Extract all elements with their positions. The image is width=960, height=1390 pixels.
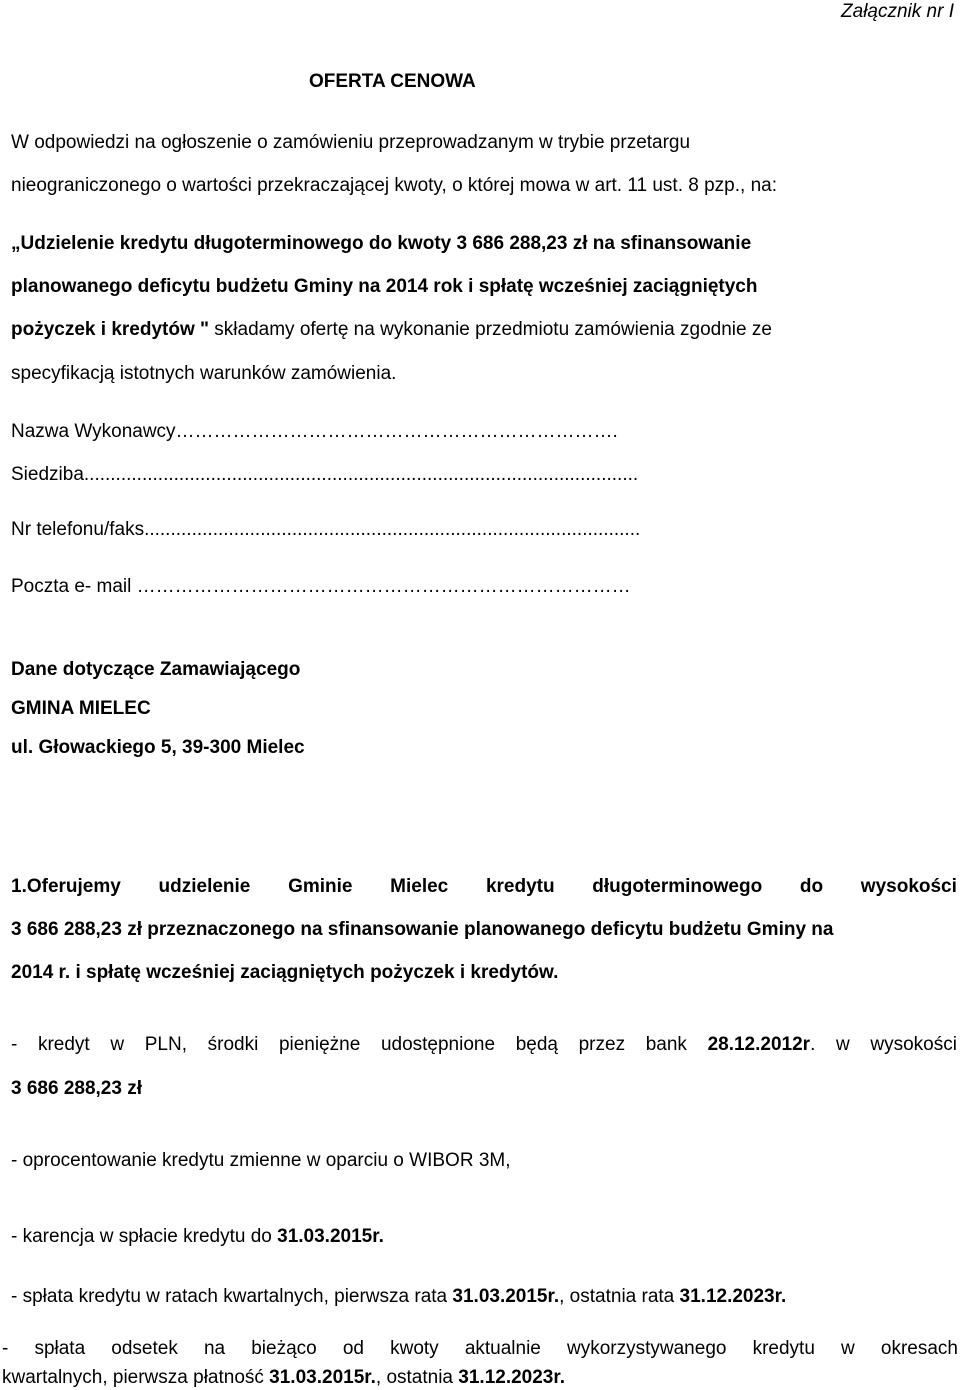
word: na <box>203 1338 226 1359</box>
credit-date <box>708 1033 816 1057</box>
repayment-line <box>11 1285 786 1309</box>
word: udzielenie <box>158 876 251 897</box>
word: Gminie <box>288 876 353 897</box>
subject-line-3-rest: składamy ofertę na wykonanie przedmiotu zamówienia zgodnie ze <box>209 319 772 340</box>
interest-repayment-last-date: 31.12.2023r. <box>458 1367 565 1388</box>
word: - <box>11 1034 18 1055</box>
word: w <box>110 1034 125 1055</box>
subject-line-1: „Udzielenie kredytu długoterminowego do kwoty 3 686 288,23 zł na sfinansowanie <box>11 233 752 254</box>
intro-line-4: specyfikacją istotnych warunków zamówienia. <box>11 363 397 384</box>
credit-line <box>11 1033 957 1057</box>
word: PLN, <box>144 1034 187 1055</box>
word: pieniężne <box>278 1034 361 1055</box>
offer-line-3: 2014 r. i spłatę wcześniej zaciągniętych pożyczek i kredytów. <box>11 962 559 983</box>
word: bieżąco <box>251 1338 317 1359</box>
grace-prefix: - karencja w spłacie kredytu do <box>11 1226 278 1247</box>
word: kredytu <box>752 1338 815 1359</box>
interest-repayment-prefix: kwartalnych, pierwsza płatność <box>2 1367 270 1388</box>
word: będą <box>515 1034 558 1055</box>
word: od <box>342 1338 364 1359</box>
repayment-prefix: - spłata kredytu w ratach kwartalnych, pierwsza rata <box>11 1286 453 1307</box>
repayment-first-date: 31.03.2015r. <box>452 1286 560 1307</box>
word: do <box>799 876 824 897</box>
contractor-phone-field: Nr telefonu/faks.............................................................................................. <box>11 519 641 540</box>
interest-repayment-line-1 <box>2 1337 958 1361</box>
attachment-label: Załącznik nr I <box>841 1 954 22</box>
word: środki <box>207 1034 259 1055</box>
interest-repayment-line-2 <box>2 1366 565 1390</box>
word: wykorzystywanego <box>567 1338 727 1359</box>
repayment-last-date: 31.12.2023r. <box>679 1286 787 1307</box>
subject-line-2: planowanego deficytu budżetu Gminy na 2014 rok i spłatę wcześniej zaciągniętych <box>11 276 758 297</box>
buyer-heading: Dane dotyczące Zamawiającego <box>11 659 301 680</box>
buyer-name: GMINA MIELEC <box>11 698 151 719</box>
interest-repayment-mid: , ostatnia <box>375 1367 459 1388</box>
contractor-seat-field: Siedziba......................................................................................................... <box>11 464 639 485</box>
word: bank <box>645 1034 687 1055</box>
word: aktualnie <box>464 1338 541 1359</box>
word: udostępnione <box>380 1034 496 1055</box>
word: okresach <box>880 1338 958 1359</box>
word: - <box>2 1338 9 1359</box>
word: kredyt <box>37 1034 90 1055</box>
word: odsetek <box>111 1338 178 1359</box>
word: kredytu <box>485 876 555 897</box>
word: 1.Oferujemy <box>11 876 121 897</box>
word: wysokości <box>860 876 957 897</box>
subject-line-3 <box>11 318 772 342</box>
word: spłata <box>34 1338 86 1359</box>
buyer-address: ul. Głowackiego 5, 39-300 Mielec <box>11 737 305 758</box>
word: w <box>835 1034 850 1055</box>
intro-line-2: nieograniczonego o wartości przekraczającej kwoty, o której mowa w art. 11 ust. 8 pzp., na: <box>11 175 777 196</box>
grace-date: 31.03.2015r. <box>277 1226 384 1247</box>
word: . <box>810 1034 816 1055</box>
credit-amount: 3 686 288,23 zł <box>11 1078 142 1099</box>
offer-line-1 <box>11 875 957 899</box>
interest-line: - oprocentowanie kredytu zmienne w oparciu o WIBOR 3M, <box>11 1150 511 1171</box>
contractor-name-field: Nazwa Wykonawcy……………………………………………………………. <box>11 421 618 442</box>
word: wysokości <box>870 1034 957 1055</box>
word: długoterminowego <box>592 876 763 897</box>
grace-line <box>11 1225 384 1249</box>
word: Mielec <box>390 876 449 897</box>
document-title: OFERTA CENOWA <box>309 71 476 92</box>
interest-repayment-first-date: 31.03.2015r. <box>269 1367 376 1388</box>
repayment-mid: , ostatnia rata <box>559 1286 680 1307</box>
contractor-email-field: Poczta e- mail …………………………………………………………………… <box>11 576 631 597</box>
subject-line-3-bold: pożyczek i kredytów " <box>11 319 210 340</box>
word: kwoty <box>390 1338 439 1359</box>
credit-date-value: 28.12.2012r <box>707 1034 811 1055</box>
word: przez <box>578 1034 626 1055</box>
intro-line-1: W odpowiedzi na ogłoszenie o zamówieniu przeprowadzanym w trybie przetargu <box>11 132 691 153</box>
offer-line-2: 3 686 288,23 zł przeznaczonego na sfinansowanie planowanego deficytu budżetu Gminy na <box>11 919 834 940</box>
word: w <box>841 1338 855 1359</box>
